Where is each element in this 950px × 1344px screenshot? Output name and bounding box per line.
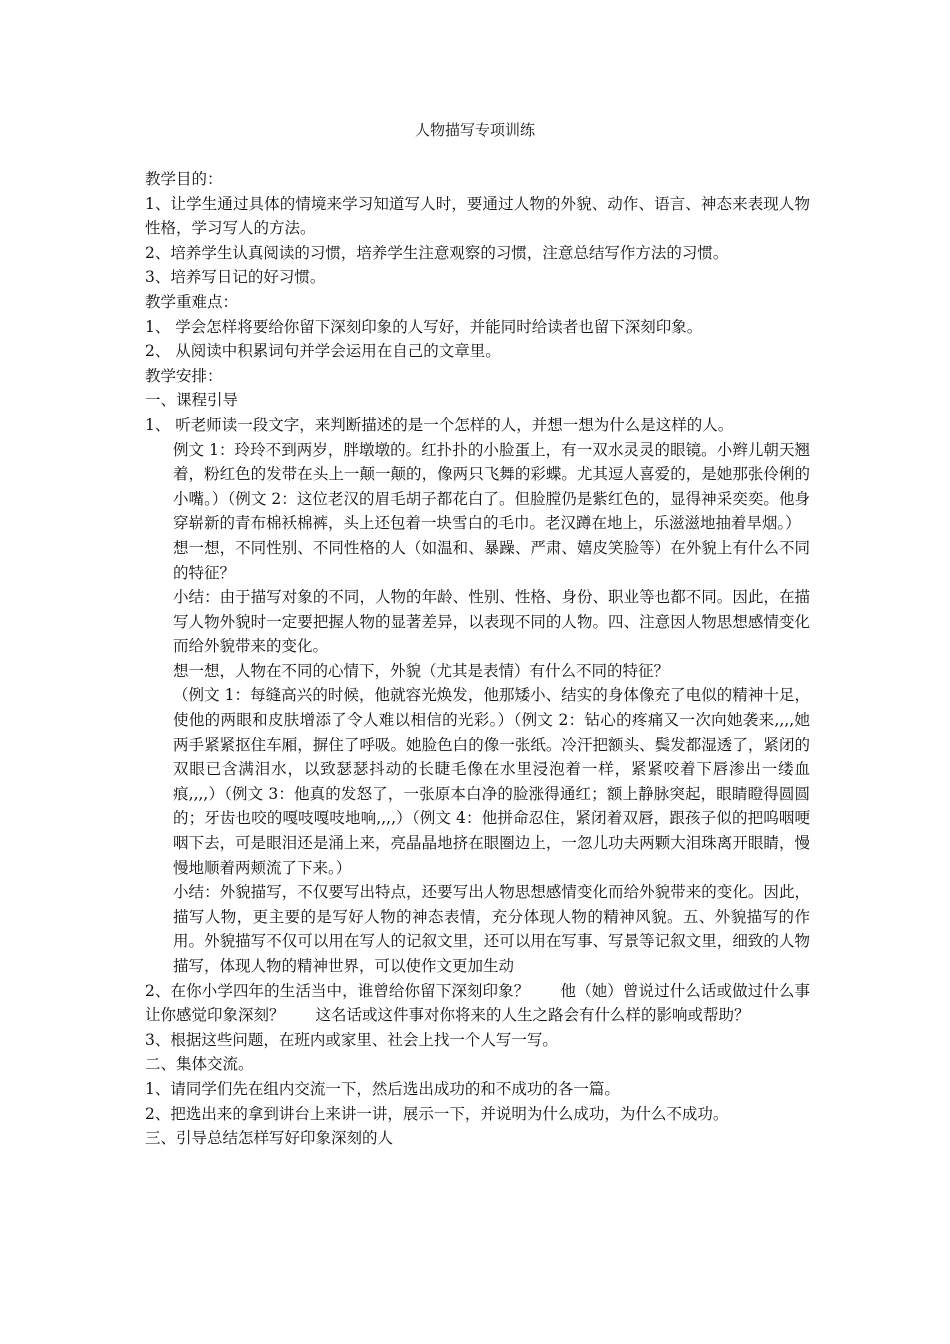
- paragraph: 一、课程引导: [145, 391, 239, 410]
- paragraph: 1、让学生通过具体的情境来学习知道写人时，要通过人物的外貌、动作、语言、神态来表现人物性格，学习写人的方法。: [145, 194, 810, 238]
- document-title: 人物描写专项训练: [414, 121, 535, 139]
- paragraph: 教学安排：: [145, 366, 223, 385]
- paragraph: （例文 1：每缝高兴的时候，他就容光焕发，他那矮小、结实的身体像充了电似的精神十足，使他的两眼和皮肤增添了令人难以相信的光彩。）（例文 2：钻心的疼痛又一次向她袭来,,,,她两手紧紧抠住车厢，摒住了呼吸。她脸色白的像一张纸。冷汗把额头、鬓发都湿透了，紧闭的双眼已含满泪水，以致瑟瑟抖动的长睫毛像在水里浸泡着一样，紧紧咬着下唇渗出一缕血痕,,,,）（例文 3：他真的发怒了，一张原本白净的脸涨得通红；额上静脉突起，眼睛瞪得圆圆的；牙齿也咬的嘎吱嘎吱地响,,,,）（例文 4：他拼命忍住，紧闭着双唇，跟孩子似的把呜咽哽咽下去，可是眼泪还是涌上来，亮晶晶地挤在眼圈边上，一忽儿功夫两颗大泪珠离开眼睛，慢慢地顺着两颊流了下来。）: [173, 686, 810, 877]
- paragraph: 2、把选出来的拿到讲台上来讲一讲，展示一下，并说明为什么成功，为什么不成功。: [145, 1104, 729, 1123]
- paragraph: 例文 1：玲玲不到两岁，胖墩墩的。红扑扑的小脸蛋上，有一双水灵灵的眼镜。小辫儿朝天翘着，粉红色的发带在头上一颠一颠的，像两只飞舞的彩蝶。尤其逗人喜爱的，是她那张伶俐的小嘴。）（例文 2：这位老汉的眉毛胡子都花白了。但脸膛仍是紫红色的，显得神采奕奕。他身穿崭新的青布棉袄棉裤，头上还包着一块雪白的毛巾。老汉蹲在地上，乐滋滋地抽着旱烟。）: [173, 440, 810, 533]
- paragraph: 教学目的：: [145, 170, 223, 188]
- paragraph: 小结：由于描写对象的不同，人物的年龄、性别、性格、身份、职业等也都不同。因此，在描写人物外貌时一定要把握人物的显著差异，以表现不同的人物。四、注意因人物思想感情变化而给外貌带来的变化。: [173, 588, 810, 656]
- paragraph: 2、在你小学四年的生活当中，谁曾给你留下深刻印象？ 他（她）曾说过什么话或做过什么事让你感觉印象深刻？ 这名话或这件事对你将来的人生之路会有什么样的影响或帮助？: [145, 981, 810, 1025]
- paragraph: 2、培养学生认真阅读的习惯，培养学生注意观察的习惯，注意总结写作方法的习惯。: [145, 243, 729, 262]
- paragraph: 1、 听老师读一段文字，来判断描述的是一个怎样的人，并想一想为什么是这样的人。: [145, 415, 734, 434]
- paragraph: 3、培养写日记的好习惯。: [145, 268, 326, 287]
- paragraph: 小结：外貌描写，不仅要写出特点，还要写出人物思想感情变化而给外貌带来的变化。因此，描写人物，更主要的是写好人物的神态表情，充分体现人物的精神风貌。五、外貌描写的作用。外貌描写不仅可以用在写人的记叙文里，还可以用在写事、写景等记叙文里，细致的人物描写，体现人物的精神世界，可以使作文更加生动: [173, 883, 810, 975]
- paragraph: 教学重难点：: [145, 292, 239, 311]
- document-body: [145, 167, 810, 1151]
- paragraph: 三、引导总结怎样写好印象深刻的人: [145, 1129, 394, 1148]
- paragraph: 想一想，人物在不同的心情下，外貌（尤其是表情）有什么不同的特征？: [173, 661, 670, 680]
- paragraph: 想一想，不同性别、不同性格的人（如温和、暴躁、严肃、嬉皮笑脸等）在外貌上有什么不同的特征？: [173, 538, 810, 582]
- paragraph: 二、集体交流。: [145, 1055, 254, 1074]
- paragraph: 2、 从阅读中积累词句并学会运用在自己的文章里。: [145, 342, 501, 361]
- paragraph: 3、根据这些问题，在班内或家里、社会上找一个人写一写。: [145, 1030, 558, 1049]
- paragraph: 1、 学会怎样将要给你留下深刻印象的人写好，并能同时给读者也留下深刻印象。: [145, 317, 703, 336]
- paragraph: 1、请同学们先在组内交流一下，然后选出成功的和不成功的各一篇。: [145, 1079, 620, 1098]
